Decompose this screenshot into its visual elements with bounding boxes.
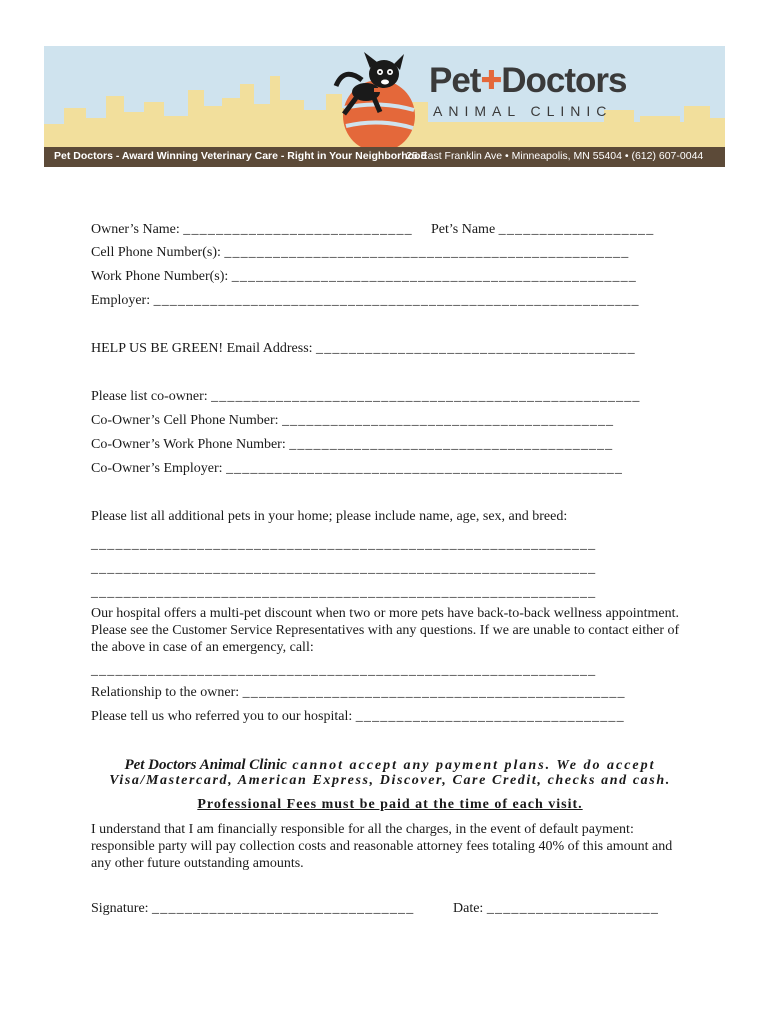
co-employer-row: [91, 461, 623, 477]
signature-row: [91, 901, 414, 917]
co-employer-label: Co-Owner’s Employer:: [91, 461, 227, 476]
co-work-label: Co-Owner’s Work Phone Number:: [91, 437, 290, 452]
info-strip: [44, 147, 725, 167]
co-owner-field[interactable]: _____________________________________________________: [211, 389, 641, 404]
payment-line-1: cannot accept any payment plans. We do accept: [286, 758, 656, 773]
signature-field[interactable]: ________________________________: [152, 901, 415, 916]
co-work-row: [91, 437, 613, 453]
email-label: HELP US BE GREEN! Email Address:: [91, 341, 317, 356]
co-owner-row: [91, 389, 640, 405]
multi-pet-discount-text: Our hospital offers a multi-pet discount when two or more pets have back-to-back wellness appointment. Please see the Customer Service Representatives with any questions. If we are unable to contact either of the above in case of an emergency, call:: [91, 606, 680, 655]
payment-line-2: Visa/Mastercard, American Express, Discover, Care Credit, checks and cash.: [109, 773, 671, 788]
referred-field[interactable]: _________________________________: [355, 709, 625, 724]
fees-notice: Professional Fees must be paid at the time of each visit.: [197, 797, 583, 812]
work-phone-field[interactable]: __________________________________________________: [231, 269, 637, 284]
clinic-banner: [44, 46, 725, 167]
brand-name: [429, 60, 627, 101]
additional-pets-line-2[interactable]: ______________________________________________________________: [91, 561, 597, 576]
relationship-row: [91, 685, 626, 701]
co-cell-row: [91, 413, 614, 429]
work-phone-row: [91, 269, 637, 285]
cell-phone-row: [91, 245, 629, 261]
brand-subtitle: ANIMAL CLINIC: [433, 103, 613, 119]
employer-row: [91, 293, 640, 309]
co-employer-field[interactable]: _________________________________________________: [226, 461, 623, 476]
emergency-contact-field[interactable]: ______________________________________________________________: [91, 663, 597, 678]
signature-label: Signature:: [91, 901, 153, 916]
pets-name-label: Pet’s Name: [431, 222, 499, 237]
work-phone-label: Work Phone Number(s):: [91, 269, 232, 284]
co-cell-field[interactable]: _________________________________________: [282, 413, 615, 428]
pets-name-field[interactable]: ___________________: [498, 222, 655, 237]
pets-name-row: [431, 222, 654, 238]
financial-responsibility-text: I understand that I am financially responsible for all the charges, in the event of default payment: responsible party will pay collection costs and reasonable attorney fees totaling 40% of this amount and any other future outstanding amounts.: [91, 822, 673, 871]
email-row: [91, 341, 636, 357]
owners-name-row: [91, 222, 413, 238]
referred-label: Please tell us who referred you to our hospital:: [91, 709, 356, 724]
cross-icon: ✚: [480, 65, 502, 95]
employer-field[interactable]: ____________________________________________________________: [153, 293, 640, 308]
date-label: Date:: [453, 901, 487, 916]
co-owner-label: Please list co-owner:: [91, 389, 212, 404]
owners-name-field[interactable]: ____________________________: [183, 222, 413, 237]
tagline: Pet Doctors - Award Winning Veterinary Care - Right in Your Neighborhood: [54, 150, 427, 162]
cell-phone-label: Cell Phone Number(s):: [91, 245, 225, 260]
relationship-field[interactable]: _______________________________________________: [242, 685, 626, 700]
relationship-label: Relationship to the owner:: [91, 685, 243, 700]
additional-pets-line-3[interactable]: ______________________________________________________________: [91, 585, 597, 600]
referred-row: [91, 709, 625, 725]
clinic-name-italic: Pet Doctors Animal Clinic: [124, 757, 287, 773]
cell-phone-field[interactable]: __________________________________________________: [224, 245, 630, 260]
clinic-address: 25 East Franklin Ave • Minneapolis, MN 55404 • (612) 607-0044: [406, 150, 704, 162]
brand-pet: Pet: [429, 61, 481, 100]
date-row: [453, 901, 659, 917]
additional-pets-label: Please list all additional pets in your home; please include name, age, sex, and breed:: [91, 509, 568, 524]
payment-plans-notice: [85, 757, 695, 774]
email-field[interactable]: _______________________________________: [316, 341, 636, 356]
date-field[interactable]: _____________________: [486, 901, 660, 916]
additional-pets-line-1[interactable]: ______________________________________________________________: [91, 537, 597, 552]
owners-name-label: Owner’s Name:: [91, 222, 184, 237]
co-work-field[interactable]: ________________________________________: [289, 437, 614, 452]
brand-doctors: Doctors: [501, 61, 627, 100]
co-cell-label: Co-Owner’s Cell Phone Number:: [91, 413, 283, 428]
employer-label: Employer:: [91, 293, 154, 308]
